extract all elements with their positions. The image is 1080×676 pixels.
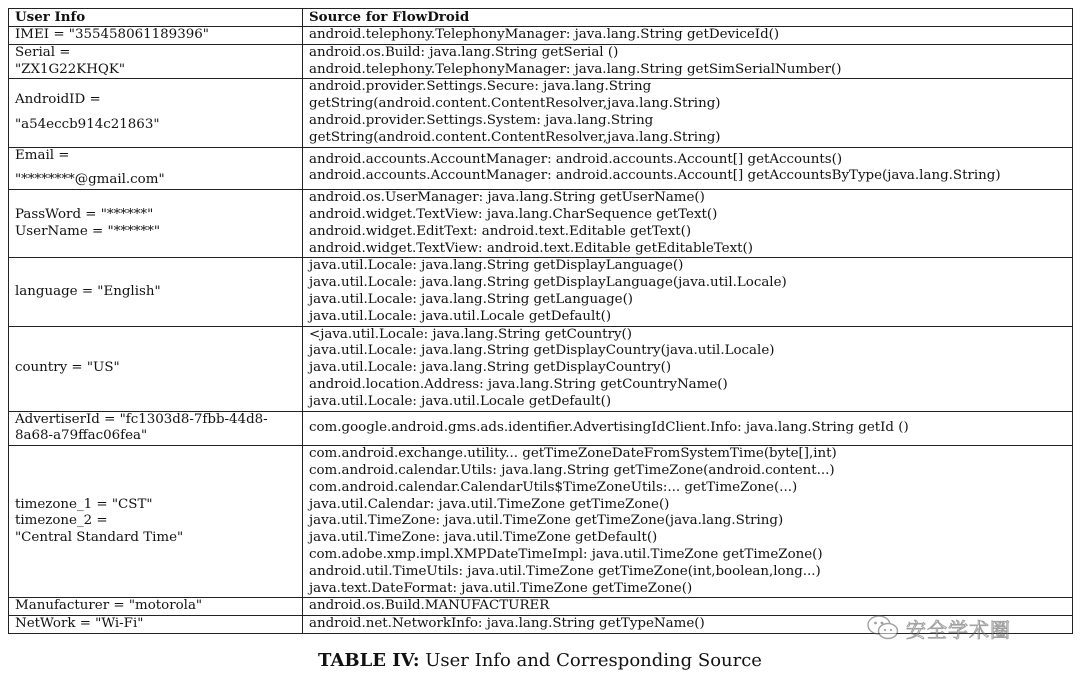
source-method-text: java.util.Locale: java.lang.String getLanguage()	[309, 291, 634, 307]
info-source-table	[8, 8, 1073, 634]
info-source-table-container	[8, 8, 1072, 634]
user-info-text: IMEI = "355458061189396"	[15, 27, 209, 42]
source-method-text: java.util.Locale: java.lang.String getDisplayLanguage()	[309, 258, 684, 274]
user-info-text: "ZX1G22KHQK"	[15, 61, 126, 77]
user-info-text: timezone_2 =	[15, 513, 108, 529]
source-method-text: android.accounts.AccountManager: android.accounts.Account[] getAccounts()	[309, 151, 843, 167]
source-method-text: java.util.TimeZone: java.util.TimeZone getTimeZone(java.lang.String)	[309, 513, 784, 529]
table-header	[9, 9, 1073, 27]
source-method-text: android.telephony.TelephonyManager: java.lang.String getSimSerialNumber()	[309, 61, 842, 77]
header-source-for-flowdroid: Source for FlowDroid	[303, 9, 1073, 27]
user-info-cell	[9, 44, 303, 79]
user-info-cell	[9, 147, 303, 190]
source-cell	[303, 79, 1073, 147]
source-method-text: android.os.Build.MANUFACTURER	[309, 598, 550, 614]
source-method-text: android.provider.Settings.System: java.lang.String	[309, 112, 654, 128]
table-body	[9, 27, 1073, 634]
user-info-text: language = "English"	[15, 283, 161, 299]
user-info-cell	[9, 190, 303, 258]
table-row	[9, 27, 1073, 45]
source-method-text: android.telephony.TelephonyManager: java.lang.String getDeviceId()	[309, 27, 780, 42]
source-cell	[303, 446, 1073, 598]
table-row	[9, 411, 1073, 446]
user-info-cell	[9, 27, 303, 45]
user-info-text: "********@gmail.com"	[15, 172, 165, 188]
user-info-text: country = "US"	[15, 360, 120, 376]
user-info-text: timezone_1 = "CST"	[15, 496, 153, 512]
source-method-text: java.util.Locale: java.lang.String getDisplayLanguage(java.util.Locale)	[309, 275, 787, 291]
user-info-text: Serial =	[15, 44, 71, 60]
source-method-text: com.google.android.gms.ads.identifier.AdvertisingIdClient.Info: java.lang.String getId ()	[309, 419, 909, 435]
source-cell	[303, 27, 1073, 45]
table-row	[9, 147, 1073, 190]
user-info-text: 8a68-a79ffac06fea"	[15, 428, 148, 444]
caption-text: User Info and Corresponding Source	[419, 650, 762, 671]
user-info-text: UserName = "******"	[15, 223, 161, 239]
source-method-text: com.android.calendar.Utils: java.lang.String getTimeZone(android.content...)	[309, 462, 835, 478]
table-row	[9, 44, 1073, 79]
table-row	[9, 326, 1073, 411]
source-method-text: android.os.Build: java.lang.String getSerial ()	[309, 44, 619, 60]
user-info-text: AdvertiserId = "fc1303d8-7fbb-44d8-	[15, 411, 268, 427]
watermark	[866, 614, 1011, 642]
user-info-spacer	[15, 164, 302, 172]
source-method-text: java.util.TimeZone: java.util.TimeZone getDefault()	[309, 530, 658, 546]
user-info-cell	[9, 326, 303, 411]
user-info-text: NetWork = "Wi-Fi"	[15, 616, 144, 632]
source-cell	[303, 44, 1073, 79]
source-method-text: getString(android.content.ContentResolver,java.lang.String)	[309, 96, 721, 112]
table-row	[9, 446, 1073, 598]
source-method-text: <java.util.Locale: java.lang.String getCountry()	[309, 326, 632, 342]
table-row	[9, 190, 1073, 258]
user-info-cell	[9, 258, 303, 326]
source-method-text: java.util.Locale: java.util.Locale getDefault()	[309, 308, 612, 324]
user-info-text: Manufacturer = "motorola"	[15, 598, 203, 614]
header-user-info: User Info	[9, 9, 303, 27]
source-method-text: com.adobe.xmp.impl.XMPDateTimeImpl: java.util.TimeZone getTimeZone()	[309, 546, 823, 562]
watermark-text: 安全学术圈	[906, 617, 1011, 642]
wechat-icon	[866, 614, 900, 642]
source-cell	[303, 190, 1073, 258]
source-cell	[303, 326, 1073, 411]
source-method-text: android.net.NetworkInfo: java.lang.String getTypeName()	[309, 616, 705, 632]
user-info-text: PassWord = "******"	[15, 206, 154, 222]
source-method-text: android.widget.TextView: android.text.Editable getEditableText()	[309, 240, 753, 256]
source-method-text: android.widget.TextView: java.lang.CharSequence getText()	[309, 206, 718, 222]
table-row	[9, 258, 1073, 326]
table-caption	[0, 650, 1080, 671]
source-method-text: com.android.calendar.CalendarUtils$TimeZoneUtils:... getTimeZone(...)	[309, 479, 798, 495]
source-method-text: com.android.exchange.utility... getTimeZoneDateFromSystemTime(byte[],int)	[309, 446, 837, 462]
user-info-cell	[9, 446, 303, 598]
user-info-cell	[9, 616, 303, 634]
source-method-text: java.util.Locale: java.lang.String getDisplayCountry()	[309, 360, 672, 376]
user-info-text: "a54eccb914c21863"	[15, 116, 160, 132]
user-info-cell	[9, 598, 303, 616]
source-method-text: android.accounts.AccountManager: android.accounts.Account[] getAccountsByType(java.lang.String)	[309, 168, 1001, 184]
user-info-cell	[9, 79, 303, 147]
source-method-text: android.os.UserManager: java.lang.String getUserName()	[309, 190, 705, 206]
user-info-text: "Central Standard Time"	[15, 530, 184, 546]
user-info-text: Email =	[15, 147, 70, 163]
source-method-text: java.util.Calendar: java.util.TimeZone getTimeZone()	[309, 496, 670, 512]
source-method-text: android.provider.Settings.Secure: java.lang.String	[309, 79, 652, 95]
source-method-text: android.widget.EditText: android.text.Editable getText()	[309, 223, 692, 239]
source-method-text: java.util.Locale: java.util.Locale getDefault()	[309, 393, 612, 409]
source-method-text: java.text.DateFormat: java.util.TimeZone getTimeZone()	[309, 580, 693, 596]
user-info-cell	[9, 411, 303, 446]
source-method-text: android.location.Address: java.lang.String getCountryName()	[309, 376, 728, 392]
source-method-text: android.util.TimeUtils: java.util.TimeZone getTimeZone(int,boolean,long...)	[309, 563, 821, 579]
source-method-text: getString(android.content.ContentResolver,java.lang.String)	[309, 129, 721, 145]
source-cell	[303, 258, 1073, 326]
table-row	[9, 79, 1073, 147]
table-header-row	[9, 9, 1073, 27]
source-cell	[303, 147, 1073, 190]
caption-label: TABLE IV:	[318, 650, 420, 671]
source-cell	[303, 411, 1073, 446]
user-info-text: AndroidID =	[15, 92, 101, 108]
user-info-spacer	[15, 109, 302, 117]
source-method-text: java.util.Locale: java.lang.String getDisplayCountry(java.util.Locale)	[309, 343, 775, 359]
